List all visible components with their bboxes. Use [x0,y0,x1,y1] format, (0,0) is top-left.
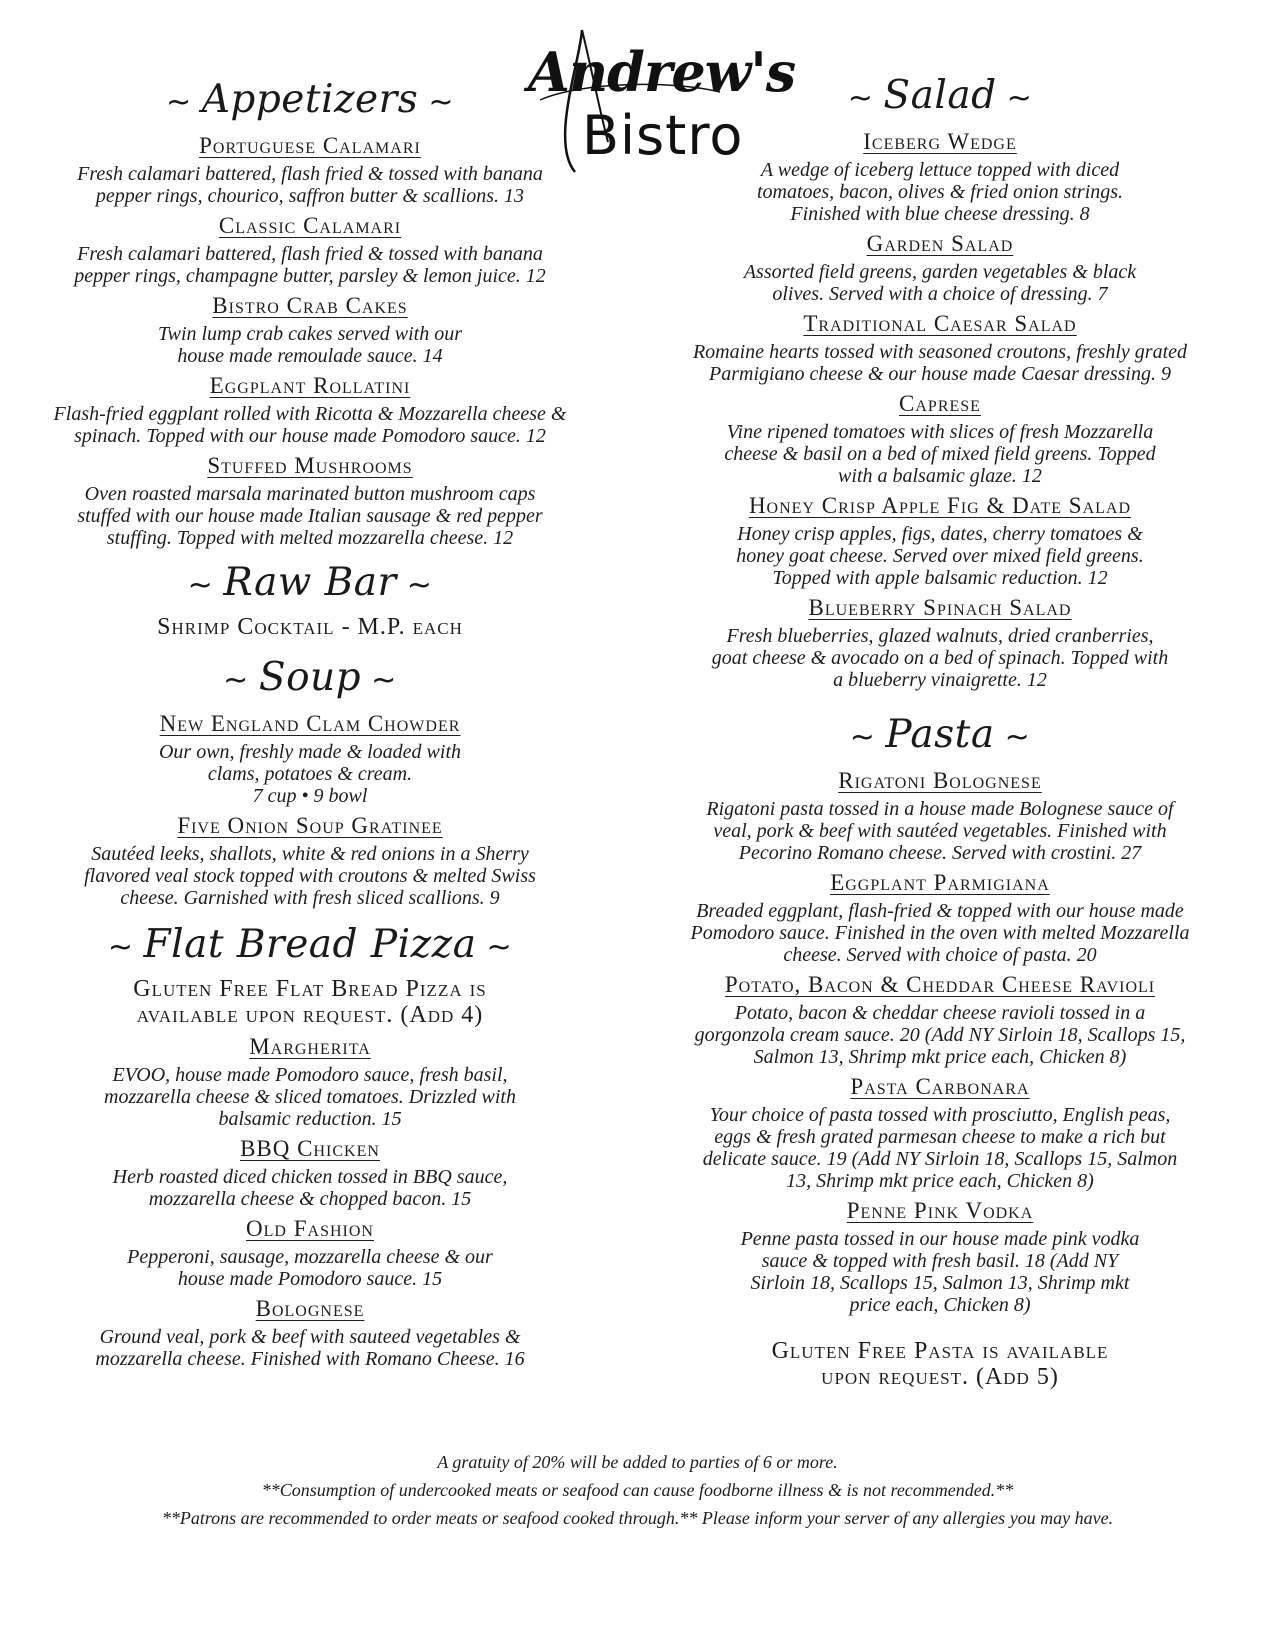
appetizer-item [40,133,580,207]
raw-bar-heading: ~ Raw Bar ~ [187,560,433,605]
item-price: 7 cup • 9 bowl [252,785,368,807]
allergy-note: **Patrons are recommended to order meats or seafood cooked through.** Please inform your server of any allergies you may have. [161,1508,1114,1528]
pasta-item [660,1198,1220,1316]
item-name: Bolognese [255,1296,365,1321]
item-description: Rigatoni pasta tossed in a house made Bolognese sauce of veal, pork & beef with sautéed vegetables. Finished with Pecorino Romano cheese. Served with crostini. 27 [706,798,1174,864]
item-description: Sautéed leeks, shallots, white & red onions in a Sherry flavored veal stock topped with croutons & melted Swiss cheese. Garnished with fresh sliced scallions. 9 [84,843,536,909]
appetizer-item [40,373,580,447]
item-name: Iceberg Wedge [863,129,1017,154]
logo-script-text: Andrew's [528,40,796,104]
appetizers-heading: ~ Appetizers ~ [166,77,454,122]
salad-item [660,129,1220,225]
item-name: Rigatoni Bolognese [838,768,1042,793]
pasta-heading: ~ Pasta ~ [849,712,1031,757]
left-column [40,70,580,1370]
item-name: Caprese [899,391,981,416]
item-name: Stuffed Mushrooms [207,453,413,478]
item-name: Penne Pink Vodka [846,1198,1034,1223]
appetizer-item [40,213,580,287]
appetizer-item [40,293,580,367]
item-name: New England Clam Chowder [159,711,461,736]
item-name: Old Fashion [246,1216,374,1241]
salad-item [660,493,1220,589]
item-description: Fresh calamari battered, flash fried & tossed with banana pepper rings, chourico, saffron butter & scallions. 13 [77,163,543,207]
appetizer-item [40,453,580,549]
item-description: EVOO, house made Pomodoro sauce, fresh basil, mozzarella cheese & sliced tomatoes. Drizzled with balsamic reduction. 15 [104,1064,516,1130]
item-description: Assorted field greens, garden vegetables & black olives. Served with a choice of dressing. 7 [743,261,1137,305]
item-description: Oven roasted marsala marinated button mushroom caps stuffed with our house made Italian sausage & red pepper stuffing. Topped with melted mozzarella cheese. 12 [77,483,543,549]
menu-footer [0,1448,1275,1532]
item-description: Fresh blueberries, glazed walnuts, dried cranberries, goat cheese & avocado on a bed of spinach. Topped with a blueberry vinaigrette. 12 [711,625,1169,691]
item-description: Herb roasted diced chicken tossed in BBQ sauce, mozzarella cheese & chopped bacon. 15 [112,1166,508,1210]
item-name: Eggplant Parmigiana [830,870,1050,895]
item-description: Your choice of pasta tossed with prosciutto, English peas, eggs & fresh grated parmesan cheese to make a rich but delicate sauce. 19 (Add NY Sirloin 18, Scallops 15, Salmon 13, Shrimp mkt price each, Chicken 8) [702,1104,1178,1192]
item-description: Vine ripened tomatoes with slices of fresh Mozzarella cheese & basil on a bed of mixed field greens. Topped with a balsamic glaze. 12 [724,421,1156,487]
item-name: Margherita [249,1034,371,1059]
item-name: Classic Calamari [218,213,402,238]
pasta-item [660,1074,1220,1192]
item-description: Our own, freshly made & loaded with clams, potatoes & cream. [158,741,462,785]
item-name: Portuguese Calamari [199,133,421,158]
item-name: Pasta Carbonara [850,1074,1030,1099]
item-name: Eggplant Rollatini [209,373,411,398]
item-name: Traditional Caesar Salad [803,311,1077,336]
salad-heading: ~ Salad ~ [847,73,1033,118]
salad-item [660,391,1220,487]
item-description: Penne pasta tossed in our house made pink vodka sauce & topped with fresh basil. 18 (Add NY Sirloin 18, Scallops 15, Salmon 13, Shrimp mkt price each, Chicken 8) [740,1228,1140,1316]
right-column [660,66,1220,1390]
item-description: Romaine hearts tossed with seasoned croutons, freshly grated Parmigiano cheese & our house made Caesar dressing. 9 [692,341,1188,385]
item-name: Blueberry Spinach Salad [808,595,1072,620]
pizza-item [40,1296,580,1370]
soup-heading: ~ Soup ~ [223,655,397,700]
shrimp-cocktail-line: Shrimp Cocktail - M.P. each [157,614,463,640]
item-name: Potato, Bacon & Cheddar Cheese Ravioli [724,972,1156,997]
item-description: Honey crisp apples, figs, dates, cherry tomatoes & honey goat cheese. Served over mixed field greens. Topped with apple balsamic reduction. 12 [736,523,1144,589]
item-name: Bistro Crab Cakes [212,293,408,318]
gluten-free-pasta-note: Gluten Free Pasta is available upon request. (Add 5) [771,1338,1109,1390]
item-description: Twin lump crab cakes served with our house made remoulade sauce. 14 [157,323,463,367]
gratuity-note: A gratuity of 20% will be added to parties of 6 or more. [437,1452,838,1472]
item-name: Five Onion Soup Gratinee [177,813,443,838]
item-name: Honey Crisp Apple Fig & Date Salad [748,493,1132,518]
item-name: Garden Salad [866,231,1014,256]
soup-item [40,711,580,807]
consumption-warning: **Consumption of undercooked meats or seafood can cause foodborne illness & is not recommended.** [261,1480,1014,1500]
item-description: Breaded eggplant, flash-fried & topped with our house made Pomodoro sauce. Finished in the oven with melted Mozzarella cheese. Served with choice of pasta. 20 [690,900,1190,966]
salad-item [660,595,1220,691]
soup-item [40,813,580,909]
logo-bistro-text: Bistro [582,104,744,167]
item-description: A wedge of iceberg lettuce topped with diced tomatoes, bacon, olives & fried onion strings. Finished with blue cheese dressing. 8 [756,159,1124,225]
salad-item [660,231,1220,305]
gluten-free-pizza-note: Gluten Free Flat Bread Pizza is available upon request. (Add 4) [133,976,487,1028]
item-description: Flash-fried eggplant rolled with Ricotta & Mozzarella cheese & spinach. Topped with our house made Pomodoro sauce. 12 [53,403,567,447]
salad-item [660,311,1220,385]
pasta-item [660,768,1220,864]
item-description: Fresh calamari battered, flash fried & tossed with banana pepper rings, champagne butter, parsley & lemon juice. 12 [74,243,546,287]
pasta-item [660,972,1220,1068]
item-description: Potato, bacon & cheddar cheese ravioli tossed in a gorgonzola cream sauce. 20 (Add NY Sirloin 18, Scallops 15, Salmon 13, Shrimp mkt price each, Chicken 8) [694,1002,1186,1068]
item-description: Pepperoni, sausage, mozzarella cheese & our house made Pomodoro sauce. 15 [127,1246,493,1290]
item-description: Ground veal, pork & beef with sauteed vegetables & mozzarella cheese. Finished with Romano Cheese. 16 [95,1326,525,1370]
pasta-item [660,870,1220,966]
flat-bread-pizza-heading: ~ Flat Bread Pizza ~ [107,922,513,967]
pizza-item [40,1136,580,1210]
pizza-item [40,1034,580,1130]
pizza-item [40,1216,580,1290]
item-name: BBQ Chicken [240,1136,380,1161]
